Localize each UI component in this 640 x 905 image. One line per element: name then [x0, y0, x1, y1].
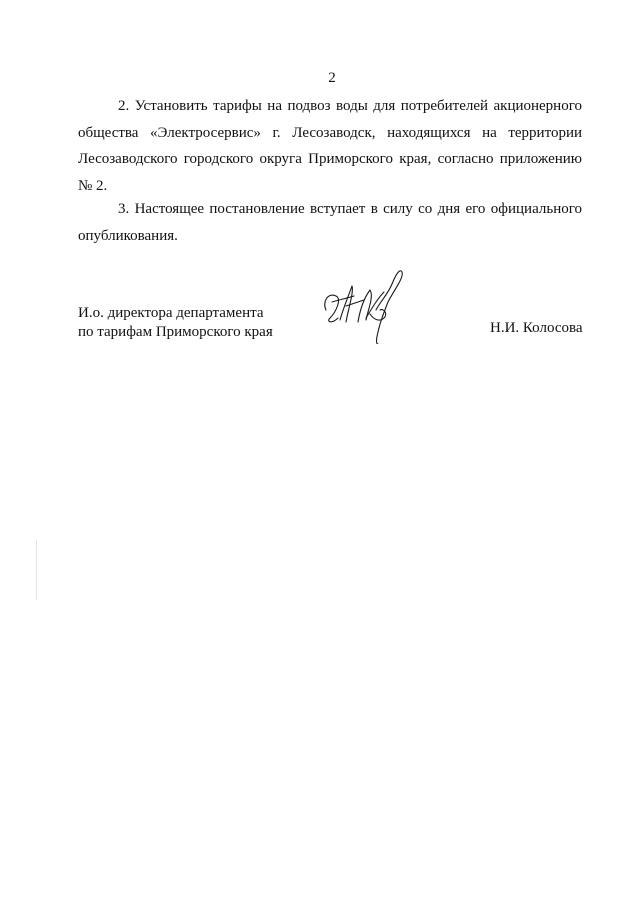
- signatory-position: [78, 304, 273, 342]
- signatory-position-line-1: И.о. директора департамента: [78, 305, 264, 321]
- page-number: 2: [328, 70, 336, 86]
- signatory-position-line-2: по тарифам Приморского края: [78, 324, 273, 340]
- handwritten-signature-icon: [318, 262, 418, 344]
- paragraph-item-2: 2. Установить тарифы на подвоз воды для потребителей акционерного общества «Электросервис» г. Лесозаводск, находящихся на территории Лесозаводского городского округа Приморского края, согласно приложению № 2.: [78, 98, 582, 194]
- scan-artifact-line: [36, 540, 37, 600]
- signer-name: Н.И. Колосова: [490, 320, 583, 336]
- paragraph-item-3: 3. Настоящее постановление вступает в силу со дня его официального опубликования.: [78, 201, 582, 244]
